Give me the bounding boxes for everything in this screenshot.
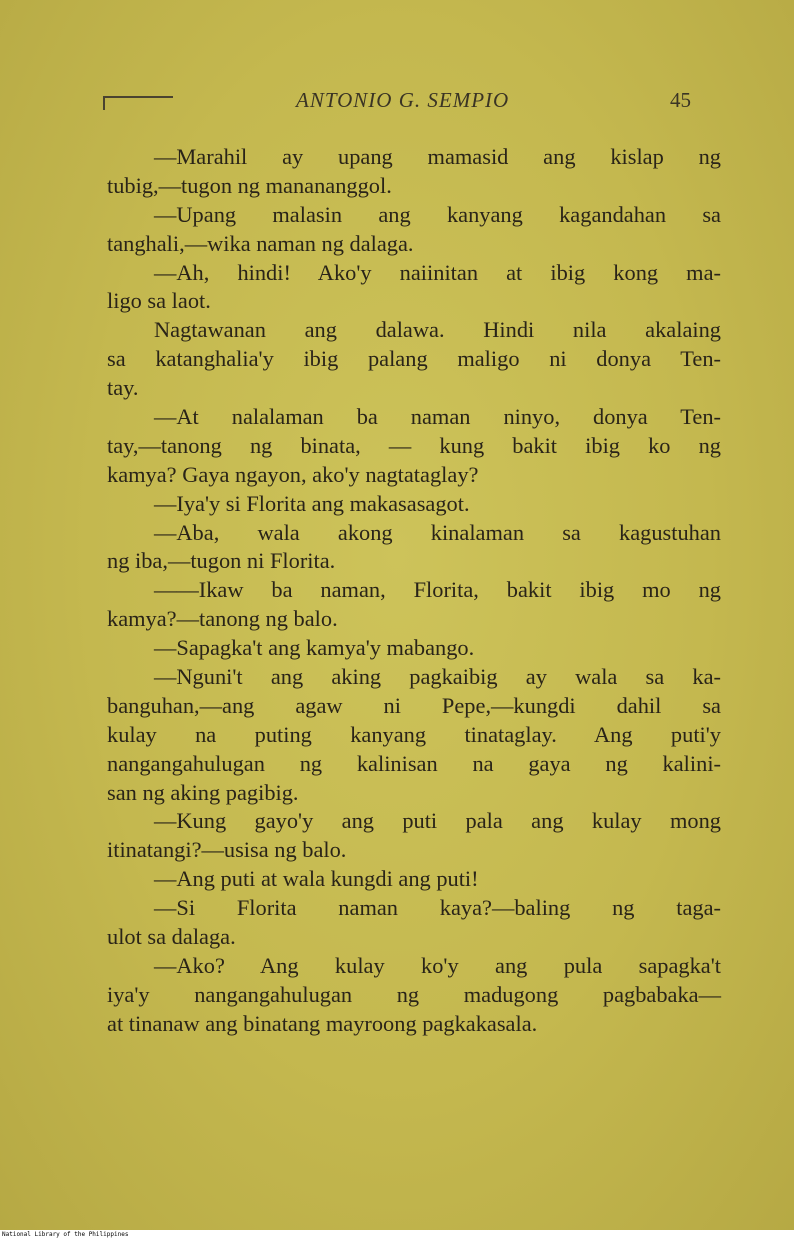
library-credit: National Library of the Philippines	[0, 1231, 794, 1238]
text-line: —Ang puti at wala kungdi ang puti!	[154, 866, 479, 892]
text-line: san ng aking pagibig.	[107, 779, 299, 805]
text-line: kamya? Gaya ngayon, ako'y nagtataglay?	[107, 461, 479, 487]
header-ornament-rule	[103, 96, 173, 100]
text-line: —Nguni't ang aking pagkaibig ay wala sa ka-	[154, 664, 721, 690]
text-line: ligo sa laot.	[107, 288, 211, 314]
page-number: 45	[670, 88, 691, 112]
text-line: tay,—tanong ng binata, — kung bakit ibig ko ng	[107, 432, 721, 458]
text-line: ——Ikaw ba naman, Florita, bakit ibig mo ng	[154, 577, 721, 603]
text-line: —Si Florita naman kaya?—baling ng taga-	[154, 895, 721, 921]
page-header	[0, 88, 794, 118]
text-line: sa katanghalia'y ibig palang maligo ni donya Ten-	[107, 346, 721, 372]
text-line: —Ako? Ang kulay ko'y ang pula sapagka't	[154, 952, 721, 978]
text-line: kamya?—tanong ng balo.	[107, 606, 338, 632]
text-line: —Marahil ay upang mamasid ang kislap ng	[154, 144, 721, 169]
text-line: —Upang malasin ang kanyang kagandahan sa	[154, 201, 721, 227]
text-line: —Kung gayo'y ang puti pala ang kulay mong	[154, 808, 721, 834]
text-line: —Aba, wala akong kinalaman sa kagustuhan	[154, 519, 721, 545]
text-line: Nagtawanan ang dalawa. Hindi nila akalaing	[154, 317, 721, 343]
text-line: tay.	[107, 375, 139, 401]
text-line: kulay na puting kanyang tinataglay. Ang puti'y	[107, 721, 721, 747]
text-line: tanghali,—wika naman ng dalaga.	[107, 230, 414, 256]
text-line: iya'y nangangahulugan ng madugong pagbabaka—	[107, 981, 721, 1007]
running-title: ANTONIO G. SEMPIO	[296, 88, 510, 112]
text-line: —Sapagka't ang kamya'y mabango.	[154, 635, 475, 661]
text-line: —Ah, hindi! Ako'y naiinitan at ibig kong ma-	[154, 259, 721, 285]
text-line: nangangahulugan ng kalinisan na gaya ng kalini-	[107, 750, 721, 776]
text-line: banguhan,—ang agaw ni Pepe,—kungdi dahil sa	[107, 692, 721, 718]
text-line: —At nalalaman ba naman ninyo, donya Ten-	[154, 404, 721, 430]
page-body-text	[107, 143, 721, 1039]
text-line: tubig,—tugon ng manananggol.	[107, 172, 392, 198]
text-line: at tinanaw ang binatang mayroong pagkakasala.	[107, 1010, 538, 1036]
text-line: itinatangi?—usisa ng balo.	[107, 837, 347, 863]
text-line: ulot sa dalaga.	[107, 924, 236, 950]
text-line: ng iba,—tugon ni Florita.	[107, 548, 336, 574]
text-line: —Iya'y si Florita ang makasasagot.	[154, 490, 470, 516]
